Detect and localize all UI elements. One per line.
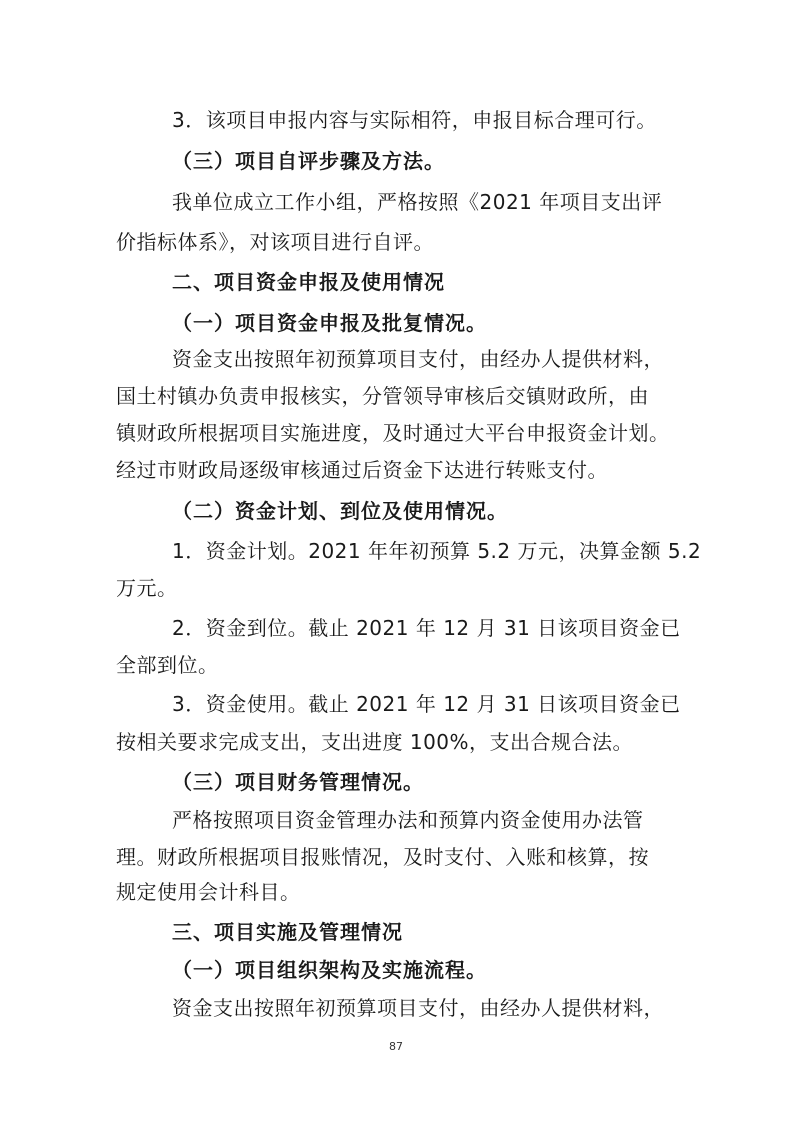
paragraph-line: 镇财政所根据项目实施进度，及时通过大平台申报资金计划。 <box>116 421 670 445</box>
paragraph-line: 资金支出按照年初预算项目支付，由经办人提供材料， <box>172 347 664 371</box>
paragraph-line: 资金支出按照年初预算项目支付，由经办人提供材料， <box>172 996 664 1020</box>
paragraph-line: 全部到位。 <box>116 653 219 677</box>
paragraph-line: 3．资金使用。截止 2021 年 12 月 31 日该项目资金已 <box>172 692 681 716</box>
section-heading: （三）项目财务管理情况。 <box>172 770 424 794</box>
section-heading: （三）项目自评步骤及方法。 <box>172 149 445 173</box>
paragraph-line: 2．资金到位。截止 2021 年 12 月 31 日该项目资金已 <box>172 616 681 640</box>
paragraph-line: 价指标体系》，对该项目进行自评。 <box>116 230 434 254</box>
paragraph-line: 严格按照项目资金管理办法和预算内资金使用办法管 <box>172 808 644 832</box>
section-heading: 二、项目资金申报及使用情况 <box>172 270 445 294</box>
paragraph-line: 规定使用会计科目。 <box>116 880 301 904</box>
paragraph-line: 理。财政所根据项目报账情况，及时支付、入账和核算，按 <box>116 845 649 869</box>
section-heading: 三、项目实施及管理情况 <box>172 920 403 944</box>
paragraph-line: 1．资金计划。2021 年年初预算 5.2 万元，决算金额 5.2 <box>172 539 702 563</box>
paragraph-line: 按相关要求完成支出，支出进度 100%，支出合规合法。 <box>116 730 634 754</box>
paragraph-line: 我单位成立工作小组，严格按照《2021 年项目支出评 <box>172 190 663 214</box>
section-heading: （二）资金计划、到位及使用情况。 <box>172 499 508 523</box>
paragraph-line: 国土村镇办负责申报核实，分管领导审核后交镇财政所，由 <box>116 384 649 408</box>
section-heading: （一）项目资金申报及批复情况。 <box>172 311 487 335</box>
page-number: 87 <box>389 1040 403 1053</box>
section-heading: （一）项目组织架构及实施流程。 <box>172 958 487 982</box>
paragraph-line: 经过市财政局逐级审核通过后资金下达进行转账支付。 <box>116 458 608 482</box>
paragraph-line: 万元。 <box>116 576 178 600</box>
paragraph-line: 3．该项目申报内容与实际相符，申报目标合理可行。 <box>172 108 657 132</box>
